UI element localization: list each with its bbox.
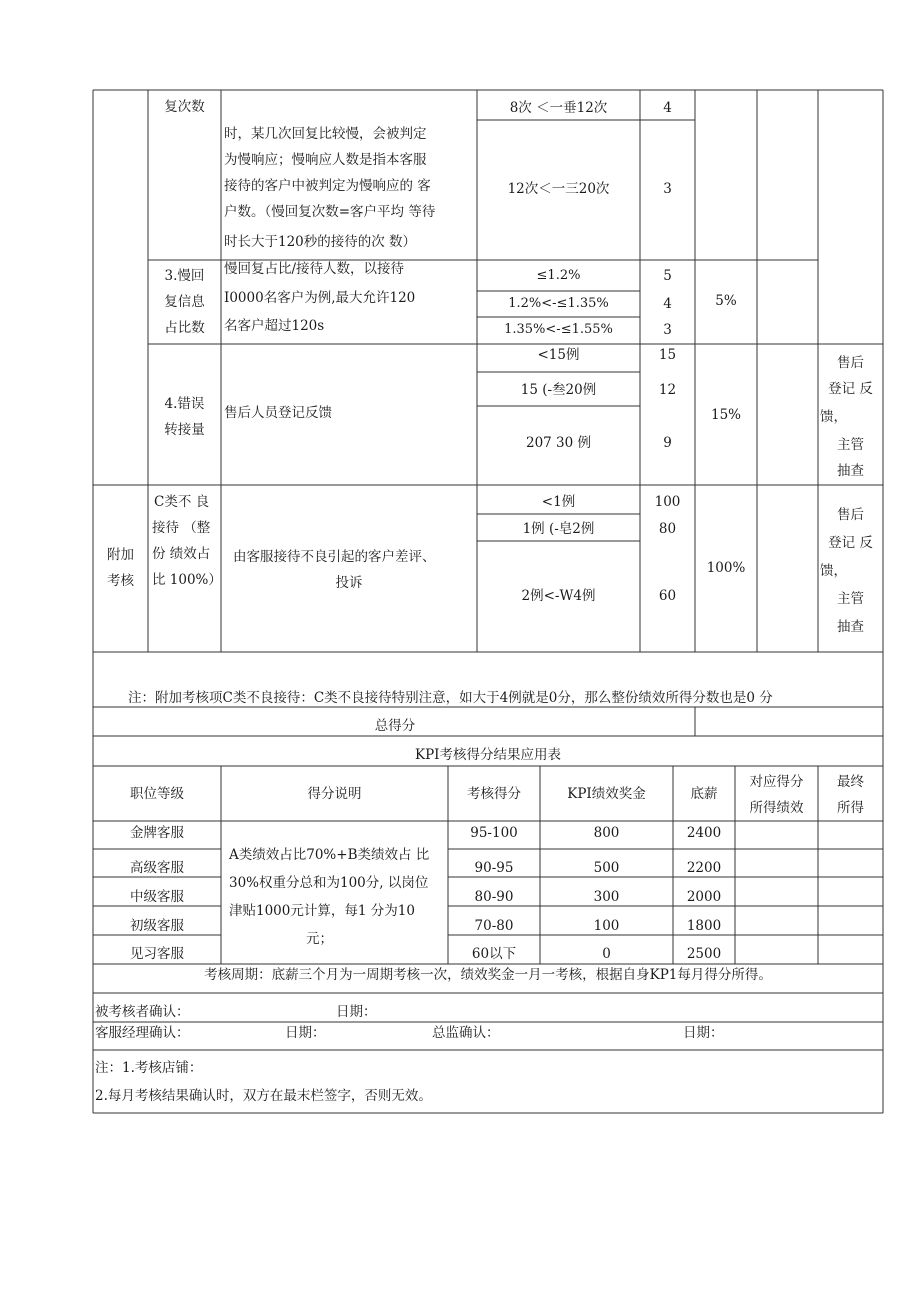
extra-desc-2: 投诉	[335, 575, 363, 591]
extra-item-4: 比 100%）	[152, 572, 222, 588]
manager-confirm: 客服经理确认：	[95, 1025, 190, 1041]
extra-category-1: 附加	[107, 547, 134, 563]
table-row-bonus: 800	[593, 825, 620, 841]
table-row-score: 80-90	[474, 889, 514, 905]
source-extra-1: 售后	[837, 507, 864, 523]
table-row-base: 2400	[686, 825, 722, 841]
tier-score: 60	[658, 588, 677, 604]
desc-slow-count-3: 接待的客户中被判定为慢响应的 客	[224, 178, 431, 194]
extra-item-2: 接待 （整	[152, 520, 211, 536]
table-row-bonus: 0	[602, 946, 611, 962]
table-row-base: 2500	[686, 946, 722, 962]
tier-score: 3	[663, 181, 672, 197]
desc-slow-count-5: 时长大于120秒的接待的次 数）	[224, 234, 417, 250]
kpi-header-perf-1: 对应得分	[749, 774, 804, 790]
kpi-desc-1: A类绩效占比70%+B类绩效占 比	[229, 847, 430, 863]
table-row-bonus: 100	[593, 918, 620, 934]
table-row-base: 2200	[686, 860, 722, 876]
table-row-score: 95-100	[470, 825, 518, 841]
extra-note: 注：附加考核项C类不良接待：C类不良接待特别注意，如大于4例就是0分，那么整份绩效所得分数也是0 分	[128, 690, 773, 706]
extra-desc-1: 由客服接待不良引起的客户差评、	[233, 549, 436, 565]
item-slow-ratio-2: 复信息	[164, 294, 205, 310]
tier-score: 9	[663, 435, 672, 451]
examinee-confirm: 被考核者确认：	[95, 1004, 190, 1020]
item-slow-ratio-3: 占比数	[164, 320, 205, 336]
source-transfer-4: 主管	[837, 437, 864, 453]
tier-score: 80	[658, 521, 677, 537]
kpi-desc-2: 30%权重分总和为100分, 以岗位	[229, 875, 429, 891]
source-transfer-3: 馈，	[820, 409, 847, 425]
kpi-desc-3: 津贴1000元计算，每1 分为10	[229, 903, 415, 919]
table-row-level: 见习客服	[130, 946, 184, 962]
source-extra-5: 抽查	[837, 619, 864, 635]
item-slow-ratio-1: 3.慢回	[164, 268, 205, 284]
desc-slow-count-1: 时，某几次回复比较慢，会被判定	[224, 126, 427, 142]
extra-category-2: 考核	[107, 573, 134, 589]
source-extra-2: 登记 反	[828, 535, 873, 551]
tier-score: 5	[663, 268, 672, 284]
kpi-header-bonus: KPI绩效奖金	[567, 786, 646, 802]
kpi-desc-4: 元；	[306, 931, 333, 947]
desc-slow-ratio-2: I0000名客户为例,最大允许120	[224, 290, 416, 306]
desc-slow-count-2: 为慢响应；慢响应人数是指本客服	[224, 152, 427, 168]
footnote-1: 注：1.考核店铺：	[95, 1060, 203, 1076]
footnote-2: 2.每月考核结果确认时，双方在最末栏签字，否则无效。	[95, 1088, 432, 1104]
kpi-header-final-1: 最终	[837, 774, 864, 790]
source-extra-4: 主管	[837, 591, 864, 607]
kpi-header-desc: 得分说明	[307, 786, 362, 802]
desc-transfer: 售后人员登记反馈	[224, 405, 332, 421]
source-transfer-5: 抽查	[837, 463, 864, 479]
examinee-date: 日期：	[336, 1004, 377, 1020]
tier-range: <15例	[537, 347, 580, 363]
total-score-label: 总得分	[374, 718, 416, 734]
weight-slow-ratio: 5%	[715, 293, 737, 309]
kpi-header-final-2: 所得	[837, 800, 864, 816]
tier-range: 207 30 例	[525, 435, 592, 451]
tier-range: 12次＜一三20次	[507, 181, 610, 197]
item-transfer-2: 转接量	[164, 422, 205, 438]
weight-extra: 100%	[706, 560, 746, 576]
table-row-level: 初级客服	[130, 918, 184, 934]
table-row-base: 1800	[686, 918, 722, 934]
tier-score: 15	[658, 347, 677, 363]
desc-slow-count-4: 户数。（慢回复次数=客户平均 等待	[224, 204, 436, 220]
tier-range: 1例 (-皂2例	[522, 521, 595, 537]
kpi-header-base: 底薪	[690, 786, 718, 802]
tier-score: 4	[663, 100, 672, 116]
extra-item-1: C类不 良	[154, 494, 210, 510]
tier-range: ≤1.2%	[536, 268, 581, 283]
table-row-score: 70-80	[474, 918, 514, 934]
item-transfer-1: 4.错误	[164, 396, 205, 412]
desc-slow-ratio-1: 慢回复占比/接待人数，以接待	[224, 261, 405, 277]
tier-score: 4	[663, 296, 672, 312]
table-row-score: 90-95	[474, 860, 514, 876]
weight-transfer: 15%	[710, 407, 741, 423]
tier-range: 15 (-叁20例	[520, 382, 597, 398]
kpi-header-score: 考核得分	[467, 786, 521, 802]
table-row-bonus: 500	[593, 860, 620, 876]
source-transfer-2: 登记 反	[828, 381, 873, 397]
table-row-bonus: 300	[593, 889, 620, 905]
kpi-header-perf-2: 所得绩效	[749, 800, 804, 816]
tier-score: 100	[654, 494, 681, 510]
director-date: 日期：	[683, 1025, 724, 1041]
table-row-base: 2000	[686, 889, 722, 905]
tier-score: 3	[663, 322, 672, 338]
tier-range: <1例	[541, 494, 576, 510]
tier-range: 8次 ＜一垂12次	[509, 100, 608, 116]
source-extra-3: 馈，	[820, 563, 847, 579]
kpi-header-level: 职位等级	[130, 786, 184, 802]
period-note: 考核周期：底薪三个月为一周期考核一次，绩效奖金一月一考核，根据自身KP1每月得分所得。	[204, 967, 772, 983]
tier-score: 12	[658, 382, 677, 398]
table-row-level: 金牌客服	[130, 825, 184, 841]
desc-slow-ratio-3: 名客户超过120s	[224, 318, 325, 334]
director-confirm: 总监确认：	[432, 1025, 500, 1041]
source-transfer-1: 售后	[837, 355, 864, 371]
table-row-score: 60以下	[471, 946, 517, 962]
manager-date: 日期：	[285, 1025, 326, 1041]
kpi-table-title: KPI考核得分结果应用表	[414, 747, 561, 763]
table-row-level: 中级客服	[130, 889, 184, 905]
table-row-level: 高级客服	[130, 860, 184, 876]
tier-range: 1.2%<-≤1.35%	[508, 296, 609, 311]
tier-range: 1.35%<-≤1.55%	[504, 322, 613, 337]
tier-range: 2例<-W4例	[521, 588, 596, 604]
item-slow-count: 复次数	[164, 99, 205, 115]
extra-item-3: 份 绩效占	[152, 546, 211, 562]
